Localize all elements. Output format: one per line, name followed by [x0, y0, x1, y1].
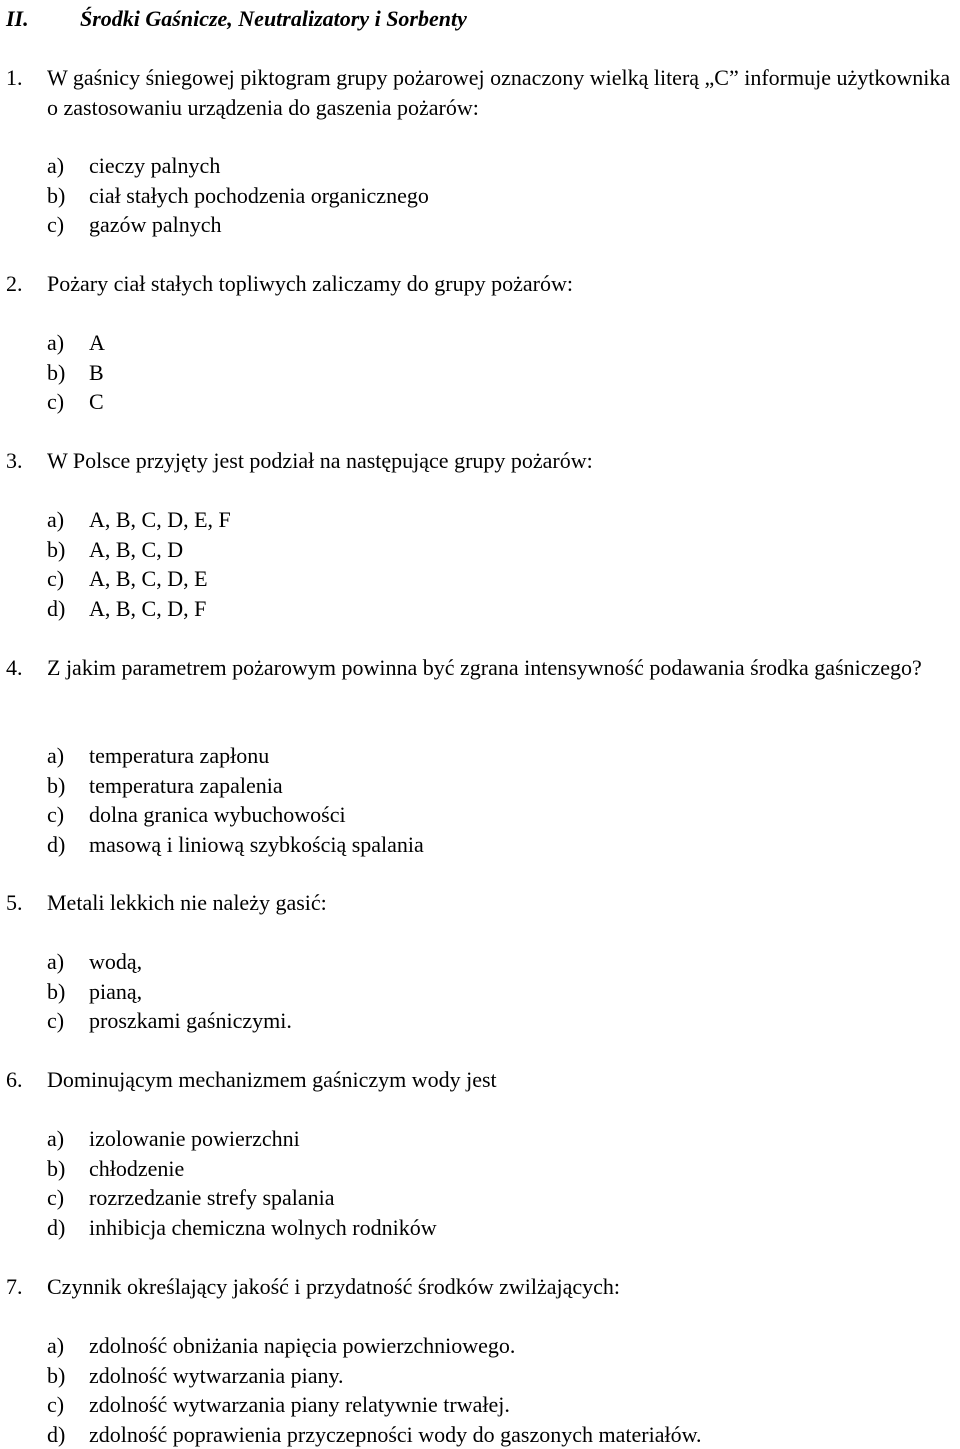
section-title: Środki Gaśnicze, Neutralizatory i Sorbenty	[80, 6, 467, 31]
answer-option	[0, 328, 958, 358]
question-number: 5.	[6, 888, 23, 918]
answer-text: A, B, C, D	[89, 537, 183, 562]
answer-option	[0, 830, 958, 860]
answer-option	[0, 181, 958, 211]
question-text: W Polsce przyjęty jest podział na następujące grupy pożarów:	[47, 448, 593, 473]
answers-5	[0, 947, 958, 1036]
answer-text: pianą,	[89, 979, 142, 1004]
question-number: 1.	[6, 63, 23, 93]
answer-label: c)	[47, 800, 64, 830]
answer-label: a)	[47, 328, 64, 358]
answer-text: zdolność poprawienia przyczepności wody do gaszonych materiałów.	[89, 1422, 702, 1447]
answer-text: masową i liniową szybkością spalania	[89, 832, 424, 857]
answer-option	[0, 210, 958, 240]
answer-text: izolowanie powierzchni	[89, 1126, 300, 1151]
answer-label: b)	[47, 358, 65, 388]
answer-option	[0, 1124, 958, 1154]
question-text: Pożary ciał stałych topliwych zaliczamy do grupy pożarów:	[47, 271, 573, 296]
answer-option	[0, 771, 958, 801]
question-number: 6.	[6, 1065, 23, 1095]
question-3-line	[0, 446, 958, 476]
section-heading	[6, 4, 467, 34]
answer-text: wodą,	[89, 949, 142, 974]
answer-text: A, B, C, D, F	[89, 596, 206, 621]
answer-text: zdolność wytwarzania piany relatywnie trwałej.	[89, 1392, 510, 1417]
question-5-line	[0, 888, 958, 918]
answer-text: cieczy palnych	[89, 153, 220, 178]
answer-text: A	[89, 330, 105, 355]
answer-text: rozrzedzanie strefy spalania	[89, 1185, 335, 1210]
question-text: Z jakim parametrem pożarowym powinna być zgrana intensywność podawania środka gaśniczego?	[47, 655, 922, 680]
answer-option	[0, 800, 958, 830]
question-1	[0, 63, 958, 122]
answers-7	[0, 1331, 958, 1449]
answer-option	[0, 947, 958, 977]
answer-text: proszkami gaśniczymi.	[89, 1008, 292, 1033]
answer-label: b)	[47, 1361, 65, 1391]
answers-6	[0, 1124, 958, 1242]
question-text: Metali lekkich nie należy gasić:	[47, 890, 327, 915]
question-2	[0, 269, 958, 299]
answer-label: a)	[47, 505, 64, 535]
question-5	[0, 888, 958, 918]
question-4	[0, 653, 958, 683]
section-number: II.	[6, 4, 80, 34]
question-7-line	[0, 1272, 958, 1302]
answer-option	[0, 1361, 958, 1391]
answer-label: d)	[47, 1420, 65, 1449]
answer-option	[0, 741, 958, 771]
answer-label: b)	[47, 535, 65, 565]
answer-label: b)	[47, 181, 65, 211]
answer-option	[0, 1390, 958, 1420]
answer-text: A, B, C, D, E	[89, 566, 208, 591]
answers-3	[0, 505, 958, 623]
answer-option	[0, 387, 958, 417]
answers-1	[0, 151, 958, 240]
question-7	[0, 1272, 958, 1302]
answers-2	[0, 328, 958, 417]
answer-label: a)	[47, 151, 64, 181]
answer-text: zdolność wytwarzania piany.	[89, 1363, 344, 1388]
answer-text: B	[89, 360, 104, 385]
question-text: Dominującym mechanizmem gaśniczym wody jest	[47, 1067, 497, 1092]
answer-label: b)	[47, 977, 65, 1007]
answer-label: d)	[47, 1213, 65, 1243]
question-2-line	[0, 269, 958, 299]
answer-text: temperatura zapalenia	[89, 773, 283, 798]
answer-text: temperatura zapłonu	[89, 743, 269, 768]
answer-text: C	[89, 389, 104, 414]
question-6	[0, 1065, 958, 1095]
question-4-line	[0, 653, 958, 683]
answer-label: c)	[47, 387, 64, 417]
answer-text: inhibicja chemiczna wolnych rodników	[89, 1215, 437, 1240]
question-3	[0, 446, 958, 476]
answer-text: zdolność obniżania napięcia powierzchniowego.	[89, 1333, 515, 1358]
answer-label: a)	[47, 1331, 64, 1361]
answer-option	[0, 564, 958, 594]
answer-label: c)	[47, 1006, 64, 1036]
answer-option	[0, 358, 958, 388]
answer-text: chłodzenie	[89, 1156, 184, 1181]
answer-label: c)	[47, 564, 64, 594]
answer-text: gazów palnych	[89, 212, 222, 237]
question-text: W gaśnicy śniegowej piktogram grupy pożarowej oznaczony wielką literą „C” informuje użytkownika o zastosowaniu urządzenia do gaszenia pożarów:	[47, 65, 950, 120]
answer-option	[0, 1213, 958, 1243]
question-1-line	[0, 63, 958, 122]
answer-text: A, B, C, D, E, F	[89, 507, 231, 532]
answer-option	[0, 1420, 958, 1449]
answer-label: b)	[47, 1154, 65, 1184]
answer-option	[0, 505, 958, 535]
answer-option	[0, 594, 958, 624]
answers-4	[0, 741, 958, 859]
question-number: 7.	[6, 1272, 23, 1302]
question-number: 3.	[6, 446, 23, 476]
answer-text: dolna granica wybuchowości	[89, 802, 346, 827]
answer-option	[0, 1154, 958, 1184]
answer-label: c)	[47, 210, 64, 240]
question-number: 4.	[6, 653, 23, 683]
answer-option	[0, 1006, 958, 1036]
question-number: 2.	[6, 269, 23, 299]
answer-text: ciał stałych pochodzenia organicznego	[89, 183, 429, 208]
answer-option	[0, 1183, 958, 1213]
answer-label: d)	[47, 830, 65, 860]
question-text: Czynnik określający jakość i przydatność środków zwilżających:	[47, 1274, 620, 1299]
answer-label: a)	[47, 947, 64, 977]
answer-label: b)	[47, 771, 65, 801]
answer-label: d)	[47, 594, 65, 624]
answer-label: c)	[47, 1390, 64, 1420]
answer-option	[0, 1331, 958, 1361]
question-6-line	[0, 1065, 958, 1095]
answer-option	[0, 535, 958, 565]
answer-label: c)	[47, 1183, 64, 1213]
answer-label: a)	[47, 741, 64, 771]
answer-option	[0, 977, 958, 1007]
answer-label: a)	[47, 1124, 64, 1154]
answer-option	[0, 151, 958, 181]
